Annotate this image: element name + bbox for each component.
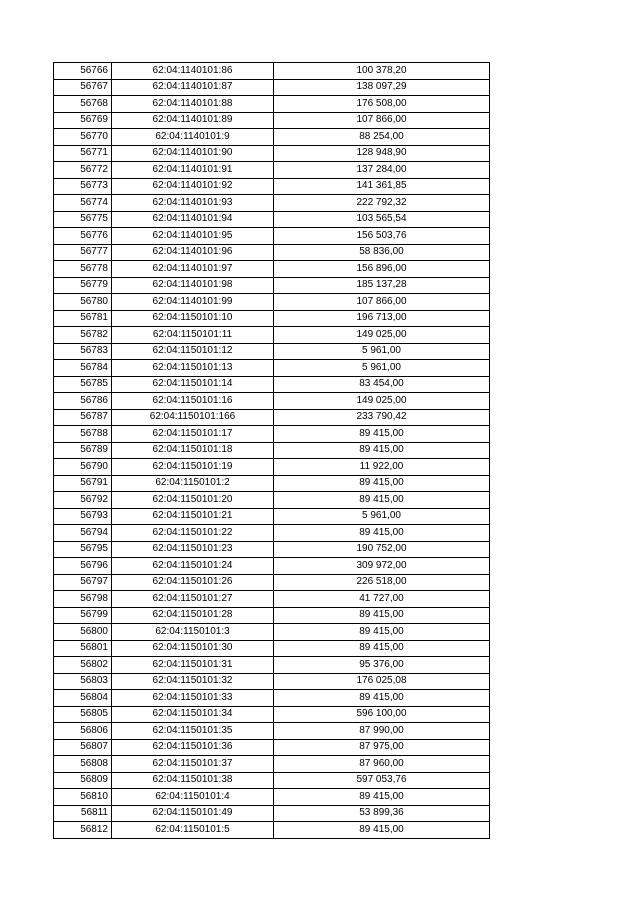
- table-row: [54, 360, 490, 377]
- cadastral-number-cell: 62:04:1150101:21: [112, 508, 274, 525]
- table-row: [54, 525, 490, 542]
- cadastral-number-cell: 62:04:1150101:38: [112, 772, 274, 789]
- cadastral-number-cell: 62:04:1140101:88: [112, 96, 274, 113]
- table-row: [54, 822, 490, 839]
- row-number-cell: 56781: [54, 310, 112, 327]
- cadastral-number-cell: 62:04:1150101:19: [112, 459, 274, 476]
- cadastral-number-cell: 62:04:1150101:26: [112, 574, 274, 591]
- table-row: [54, 756, 490, 773]
- row-number-cell: 56807: [54, 739, 112, 756]
- table-row: [54, 112, 490, 129]
- table-row: [54, 558, 490, 575]
- value-cell: 233 790,42: [274, 409, 490, 426]
- table-row: [54, 459, 490, 476]
- table-row: [54, 96, 490, 113]
- value-cell: 89 415,00: [274, 607, 490, 624]
- value-cell: 58 836,00: [274, 244, 490, 261]
- value-cell: 176 025,08: [274, 673, 490, 690]
- row-number-cell: 56782: [54, 327, 112, 344]
- table-row: [54, 607, 490, 624]
- row-number-cell: 56790: [54, 459, 112, 476]
- table-row: [54, 129, 490, 146]
- row-number-cell: 56792: [54, 492, 112, 509]
- row-number-cell: 56795: [54, 541, 112, 558]
- cadastral-number-cell: 62:04:1150101:36: [112, 739, 274, 756]
- cadastral-number-cell: 62:04:1140101:87: [112, 79, 274, 96]
- value-cell: 87 960,00: [274, 756, 490, 773]
- cadastral-number-cell: 62:04:1150101:31: [112, 657, 274, 674]
- row-number-cell: 56791: [54, 475, 112, 492]
- row-number-cell: 56793: [54, 508, 112, 525]
- row-number-cell: 56775: [54, 211, 112, 228]
- row-number-cell: 56777: [54, 244, 112, 261]
- cadastral-number-cell: 62:04:1150101:13: [112, 360, 274, 377]
- value-cell: 190 752,00: [274, 541, 490, 558]
- cadastral-number-cell: 62:04:1140101:9: [112, 129, 274, 146]
- table-row: [54, 508, 490, 525]
- row-number-cell: 56787: [54, 409, 112, 426]
- table-row: [54, 475, 490, 492]
- value-cell: 87 990,00: [274, 723, 490, 740]
- cadastral-number-cell: 62:04:1150101:49: [112, 805, 274, 822]
- cadastral-number-cell: 62:04:1140101:99: [112, 294, 274, 311]
- table-row: [54, 624, 490, 641]
- value-cell: 89 415,00: [274, 442, 490, 459]
- value-cell: 95 376,00: [274, 657, 490, 674]
- table-row: [54, 789, 490, 806]
- table-row: [54, 63, 490, 80]
- row-number-cell: 56768: [54, 96, 112, 113]
- row-number-cell: 56802: [54, 657, 112, 674]
- table-row: [54, 244, 490, 261]
- row-number-cell: 56772: [54, 162, 112, 179]
- table-row: [54, 640, 490, 657]
- cadastral-number-cell: 62:04:1140101:94: [112, 211, 274, 228]
- value-cell: 5 961,00: [274, 343, 490, 360]
- cadastral-number-cell: 62:04:1150101:14: [112, 376, 274, 393]
- cadastral-value-table: [53, 62, 490, 839]
- value-cell: 89 415,00: [274, 426, 490, 443]
- cadastral-number-cell: 62:04:1150101:12: [112, 343, 274, 360]
- row-number-cell: 56767: [54, 79, 112, 96]
- value-cell: 5 961,00: [274, 360, 490, 377]
- cadastral-number-cell: 62:04:1140101:96: [112, 244, 274, 261]
- table-row: [54, 706, 490, 723]
- value-cell: 137 284,00: [274, 162, 490, 179]
- table-row: [54, 343, 490, 360]
- row-number-cell: 56799: [54, 607, 112, 624]
- cadastral-number-cell: 62:04:1150101:23: [112, 541, 274, 558]
- table-row: [54, 294, 490, 311]
- table-row: [54, 145, 490, 162]
- table-body: [54, 63, 490, 839]
- cadastral-number-cell: 62:04:1150101:32: [112, 673, 274, 690]
- value-cell: 141 361,85: [274, 178, 490, 195]
- table-row: [54, 492, 490, 509]
- cadastral-number-cell: 62:04:1140101:90: [112, 145, 274, 162]
- value-cell: 83 454,00: [274, 376, 490, 393]
- cadastral-number-cell: 62:04:1140101:89: [112, 112, 274, 129]
- cadastral-number-cell: 62:04:1150101:20: [112, 492, 274, 509]
- value-cell: 149 025,00: [274, 393, 490, 410]
- value-cell: 89 415,00: [274, 690, 490, 707]
- cadastral-number-cell: 62:04:1150101:27: [112, 591, 274, 608]
- cadastral-number-cell: 62:04:1150101:30: [112, 640, 274, 657]
- table-row: [54, 409, 490, 426]
- table-row: [54, 772, 490, 789]
- cadastral-number-cell: 62:04:1150101:3: [112, 624, 274, 641]
- cadastral-number-cell: 62:04:1150101:2: [112, 475, 274, 492]
- value-cell: 138 097,29: [274, 79, 490, 96]
- value-cell: 309 972,00: [274, 558, 490, 575]
- value-cell: 107 866,00: [274, 112, 490, 129]
- table-row: [54, 426, 490, 443]
- value-cell: 156 503,76: [274, 228, 490, 245]
- table-row: [54, 228, 490, 245]
- cadastral-number-cell: 62:04:1140101:86: [112, 63, 274, 80]
- value-cell: 89 415,00: [274, 492, 490, 509]
- cadastral-number-cell: 62:04:1150101:35: [112, 723, 274, 740]
- cadastral-number-cell: 62:04:1140101:93: [112, 195, 274, 212]
- value-cell: 149 025,00: [274, 327, 490, 344]
- table-row: [54, 805, 490, 822]
- cadastral-number-cell: 62:04:1140101:91: [112, 162, 274, 179]
- row-number-cell: 56766: [54, 63, 112, 80]
- value-cell: 185 137,28: [274, 277, 490, 294]
- table-row: [54, 673, 490, 690]
- table-row: [54, 310, 490, 327]
- cadastral-number-cell: 62:04:1150101:4: [112, 789, 274, 806]
- cadastral-number-cell: 62:04:1150101:166: [112, 409, 274, 426]
- row-number-cell: 56811: [54, 805, 112, 822]
- value-cell: 87 975,00: [274, 739, 490, 756]
- cadastral-number-cell: 62:04:1150101:16: [112, 393, 274, 410]
- table-row: [54, 79, 490, 96]
- value-cell: 222 792,32: [274, 195, 490, 212]
- row-number-cell: 56800: [54, 624, 112, 641]
- value-cell: 89 415,00: [274, 789, 490, 806]
- row-number-cell: 56788: [54, 426, 112, 443]
- row-number-cell: 56774: [54, 195, 112, 212]
- row-number-cell: 56803: [54, 673, 112, 690]
- cadastral-number-cell: 62:04:1150101:34: [112, 706, 274, 723]
- table-row: [54, 723, 490, 740]
- value-cell: 156 896,00: [274, 261, 490, 278]
- value-cell: 100 378,20: [274, 63, 490, 80]
- value-cell: 107 866,00: [274, 294, 490, 311]
- cadastral-number-cell: 62:04:1150101:10: [112, 310, 274, 327]
- cadastral-number-cell: 62:04:1150101:37: [112, 756, 274, 773]
- row-number-cell: 56783: [54, 343, 112, 360]
- cadastral-number-cell: 62:04:1150101:18: [112, 442, 274, 459]
- table-row: [54, 591, 490, 608]
- row-number-cell: 56770: [54, 129, 112, 146]
- table-row: [54, 442, 490, 459]
- row-number-cell: 56769: [54, 112, 112, 129]
- table-row: [54, 195, 490, 212]
- row-number-cell: 56779: [54, 277, 112, 294]
- row-number-cell: 56778: [54, 261, 112, 278]
- value-cell: 196 713,00: [274, 310, 490, 327]
- row-number-cell: 56797: [54, 574, 112, 591]
- cadastral-number-cell: 62:04:1150101:5: [112, 822, 274, 839]
- value-cell: 89 415,00: [274, 822, 490, 839]
- table-row: [54, 376, 490, 393]
- value-cell: 597 053,76: [274, 772, 490, 789]
- table-row: [54, 541, 490, 558]
- table-row: [54, 261, 490, 278]
- row-number-cell: 56785: [54, 376, 112, 393]
- table-row: [54, 327, 490, 344]
- row-number-cell: 56801: [54, 640, 112, 657]
- cadastral-number-cell: 62:04:1150101:28: [112, 607, 274, 624]
- value-cell: 53 899,36: [274, 805, 490, 822]
- row-number-cell: 56808: [54, 756, 112, 773]
- table-row: [54, 277, 490, 294]
- cadastral-number-cell: 62:04:1140101:98: [112, 277, 274, 294]
- value-cell: 128 948,90: [274, 145, 490, 162]
- value-cell: 103 565,54: [274, 211, 490, 228]
- value-cell: 88 254,00: [274, 129, 490, 146]
- table-row: [54, 657, 490, 674]
- value-cell: 5 961,00: [274, 508, 490, 525]
- row-number-cell: 56794: [54, 525, 112, 542]
- row-number-cell: 56776: [54, 228, 112, 245]
- value-cell: 89 415,00: [274, 640, 490, 657]
- table-row: [54, 178, 490, 195]
- table-row: [54, 211, 490, 228]
- table-row: [54, 393, 490, 410]
- cadastral-number-cell: 62:04:1150101:11: [112, 327, 274, 344]
- cadastral-number-cell: 62:04:1140101:97: [112, 261, 274, 278]
- row-number-cell: 56798: [54, 591, 112, 608]
- cadastral-number-cell: 62:04:1150101:22: [112, 525, 274, 542]
- row-number-cell: 56805: [54, 706, 112, 723]
- row-number-cell: 56789: [54, 442, 112, 459]
- row-number-cell: 56771: [54, 145, 112, 162]
- cadastral-number-cell: 62:04:1140101:95: [112, 228, 274, 245]
- value-cell: 89 415,00: [274, 525, 490, 542]
- cadastral-number-cell: 62:04:1150101:24: [112, 558, 274, 575]
- row-number-cell: 56810: [54, 789, 112, 806]
- table-row: [54, 739, 490, 756]
- value-cell: 226 518,00: [274, 574, 490, 591]
- table-row: [54, 162, 490, 179]
- value-cell: 41 727,00: [274, 591, 490, 608]
- row-number-cell: 56812: [54, 822, 112, 839]
- value-cell: 11 922,00: [274, 459, 490, 476]
- row-number-cell: 56784: [54, 360, 112, 377]
- row-number-cell: 56773: [54, 178, 112, 195]
- cadastral-number-cell: 62:04:1140101:92: [112, 178, 274, 195]
- value-cell: 89 415,00: [274, 624, 490, 641]
- row-number-cell: 56796: [54, 558, 112, 575]
- row-number-cell: 56806: [54, 723, 112, 740]
- value-cell: 89 415,00: [274, 475, 490, 492]
- value-cell: 596 100,00: [274, 706, 490, 723]
- row-number-cell: 56804: [54, 690, 112, 707]
- row-number-cell: 56786: [54, 393, 112, 410]
- table-row: [54, 574, 490, 591]
- cadastral-number-cell: 62:04:1150101:33: [112, 690, 274, 707]
- row-number-cell: 56809: [54, 772, 112, 789]
- row-number-cell: 56780: [54, 294, 112, 311]
- cadastral-number-cell: 62:04:1150101:17: [112, 426, 274, 443]
- value-cell: 176 508,00: [274, 96, 490, 113]
- table-row: [54, 690, 490, 707]
